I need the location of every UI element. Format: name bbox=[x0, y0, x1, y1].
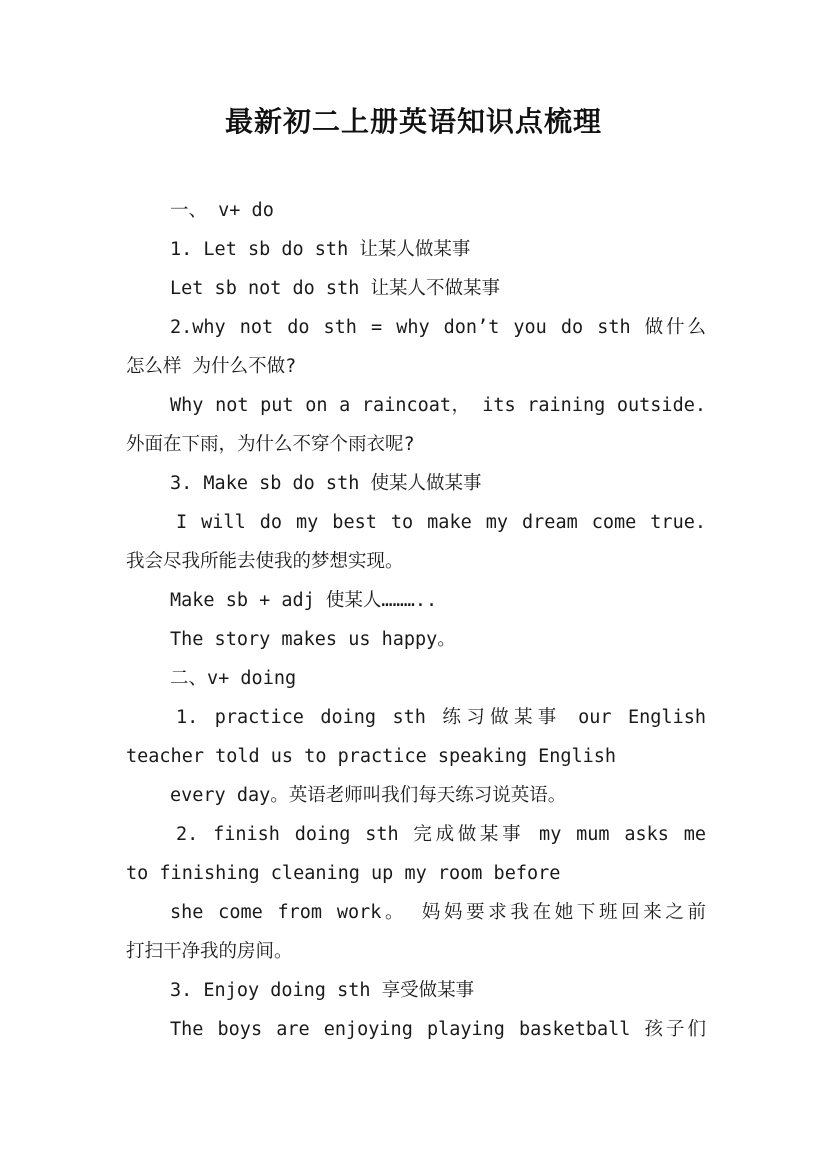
document-title: 最新初二上册英语知识点梳理 bbox=[224, 105, 602, 138]
text-line: Make sb + adj 使某人……….. bbox=[170, 590, 438, 611]
text-line: 怎么样 为什么不做? bbox=[126, 356, 297, 377]
text-line: 打扫干净我的房间。 bbox=[126, 941, 293, 962]
document-body bbox=[126, 191, 706, 1049]
text-line: 1. Let sb do sth 让某人做某事 bbox=[170, 239, 471, 260]
text-line: 外面在下雨，为什么不穿个雨衣呢? bbox=[126, 434, 415, 455]
text-line: teacher told us to practice speaking English bbox=[126, 746, 617, 767]
text-line: she come from work。 妈妈要求我在她下班回来之前 bbox=[170, 902, 706, 923]
section-heading: 一、 v+ do bbox=[170, 200, 274, 221]
text-line: The story makes us happy。 bbox=[170, 629, 456, 650]
text-line: 2.why not do sth = why don’t you do sth 做什么 bbox=[170, 317, 706, 338]
text-line: I will do my best to make my dream come true. bbox=[176, 512, 706, 533]
text-line: every day。英语老师叫我们每天练习说英语。 bbox=[170, 785, 567, 806]
text-line: 3. Enjoy doing sth 享受做某事 bbox=[170, 980, 475, 1001]
text-line: to finishing cleaning up my room before bbox=[126, 863, 561, 884]
text-line: Why not put on a raincoat， its raining outside. bbox=[170, 395, 706, 416]
text-line: 我会尽我所能去使我的梦想实现。 bbox=[126, 551, 404, 572]
section-heading: 二、v+ doing bbox=[170, 668, 297, 689]
text-line: The boys are enjoying playing basketball 孩子们 bbox=[170, 1019, 706, 1040]
text-line: 1. practice doing sth 练习做某事 our English bbox=[176, 707, 706, 728]
text-line: Let sb not do sth 让某人不做某事 bbox=[170, 278, 500, 299]
text-line: 3. Make sb do sth 使某人做某事 bbox=[170, 473, 482, 494]
text-line: 2. finish doing sth 完成做某事 my mum asks me bbox=[176, 824, 706, 845]
